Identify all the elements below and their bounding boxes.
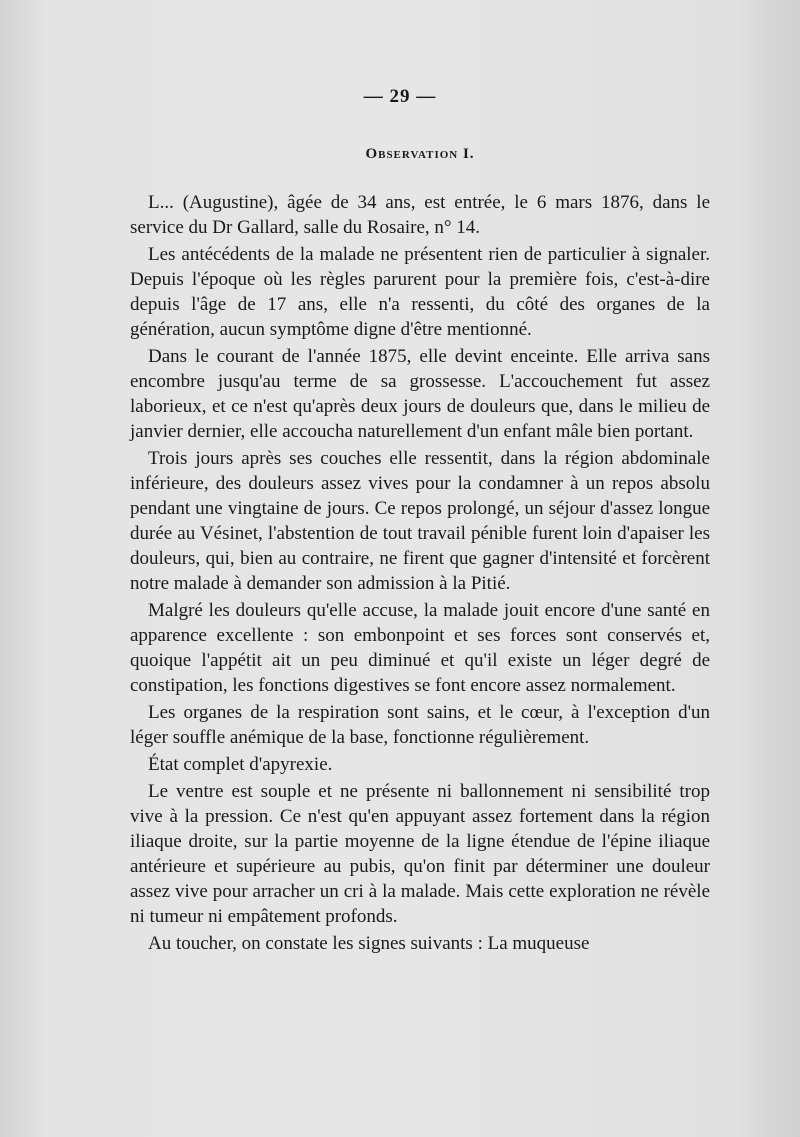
paragraph: Malgré les douleurs qu'elle accuse, la malade jouit encore d'une santé en apparence excellente : son embonpoint et ses forces sont conservés et, quoique l'appétit ait un peu diminué et qu'il existe un léger degré de constipation, les fonctions digestives se font encore assez normalement. [130, 600, 710, 696]
paragraph: État complet d'apyrexie. [148, 754, 333, 775]
paragraph: Le ventre est souple et ne présente ni ballonnement ni sensibilité trop vive à la pression. Ce n'est qu'en appuyant assez fortement dans la région iliaque droite, sur la partie moyenne de la ligne étendue de l'épine iliaque antérieure et supérieure au pubis, qu'on finit par déterminer une douleur assez vive pour arracher un cri à la malade. Mais cette exploration ne révèle ni tumeur ni empâtement profonds. [130, 781, 710, 927]
body-text [130, 190, 710, 958]
paragraph: L... (Augustine), âgée de 34 ans, est entrée, le 6 mars 1876, dans le service du Dr Gallard, salle du Rosaire, n° 14. [130, 192, 710, 238]
paragraph: Au toucher, on constate les signes suivants : La muqueuse [148, 933, 590, 954]
paragraph: Les organes de la respiration sont sains, et le cœur, à l'exception d'un léger souffle anémique de la base, fonctionne régulièrement. [130, 702, 710, 748]
paragraph: Dans le courant de l'année 1875, elle devint enceinte. Elle arriva sans encombre jusqu'au terme de sa grossesse. L'accouchement fut assez laborieux, et ce n'est qu'après deux jours de douleurs que, dans le milieu de janvier dernier, elle accoucha naturellement d'un enfant mâle bien portant. [130, 346, 710, 442]
page-number: — 29 — [363, 86, 437, 107]
observation-title: Observation I. [365, 146, 475, 162]
paragraph: Trois jours après ses couches elle ressentit, dans la région abdominale inférieure, des douleurs assez vives pour la condamner à un repos absolu pendant une vingtaine de jours. Ce repos prolongé, un séjour d'assez longue durée au Vésinet, l'abstention de tout travail pénible furent loin d'apaiser les douleurs, qui, bien au contraire, ne firent que gagner d'intensité et forcèrent notre malade à demander son admission à la Pitié. [130, 448, 710, 594]
paragraph: Les antécédents de la malade ne présentent rien de particulier à signaler. Depuis l'époque où les règles parurent pour la première fois, c'est-à-dire depuis l'âge de 17 ans, elle n'a ressenti, du côté des organes de la génération, aucun symptôme digne d'être mentionné. [130, 244, 710, 340]
